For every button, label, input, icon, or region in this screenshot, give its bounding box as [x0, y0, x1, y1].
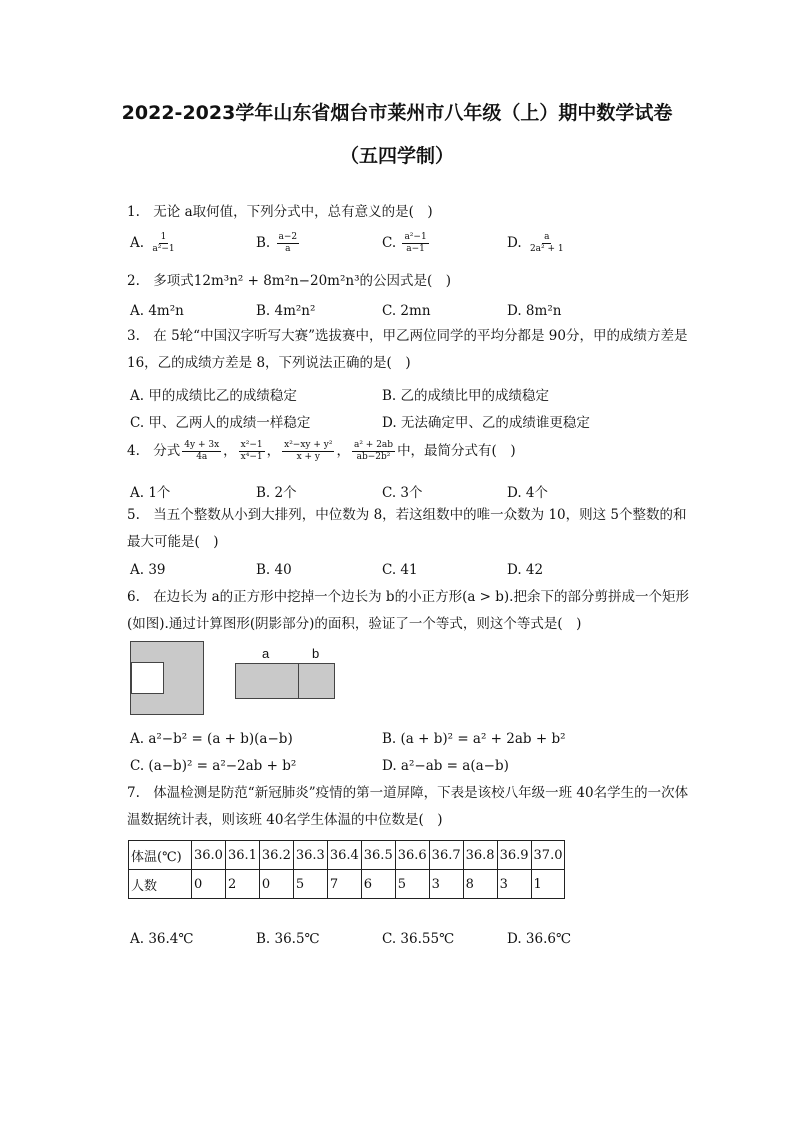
table-header-cell: 人数 — [129, 870, 192, 899]
option-c[interactable]: C. (a−b)² = a²−2ab + b² — [130, 758, 297, 774]
table-header-cell: 体温(℃) — [129, 841, 192, 870]
question-text: 多项式12m³n² + 8m²n−20m²n³的公因式是( ) — [153, 273, 452, 289]
fraction: $\frac{1}{\text{a²−1}}$ — [152, 232, 175, 254]
option-b[interactable]: B. $\frac{a-2}{a}$ — [256, 232, 298, 254]
option-a[interactable]: A. $\frac{1}{\text{a²−1}}$ — [130, 232, 175, 254]
option-a[interactable]: A. 甲的成绩比乙的成绩稳定 — [130, 388, 297, 404]
table-cell: 0 — [259, 870, 293, 899]
table-cell: 36.9 — [497, 841, 531, 870]
option-a[interactable]: A. 1个 — [130, 485, 171, 501]
question-text: 体温检测是防范“新冠肺炎”疫情的第一道屏障，下表是该校八年级一班 40名学生的一次体温数据统计表，则该班 40名学生体温的中位数是( ) — [127, 785, 689, 828]
option-d[interactable]: D. 8m²n — [507, 303, 562, 319]
table-cell: 5 — [293, 870, 327, 899]
option-d[interactable]: D. 42 — [507, 562, 544, 578]
option-b[interactable]: B. 乙的成绩比甲的成绩稳定 — [382, 388, 550, 404]
table-cell: 36.3 — [293, 841, 327, 870]
question-number: 6. — [127, 589, 140, 605]
table-cell: 7 — [327, 870, 361, 899]
option-c[interactable]: C. 2mn — [382, 303, 431, 319]
option-d[interactable]: D. $\frac{a}{\text{2a² + 1}}$ — [507, 232, 564, 254]
option-d[interactable]: D. 36.6℃ — [507, 931, 572, 947]
fraction: $\frac{a-2}{a}$ — [278, 232, 298, 254]
question-number: 5. — [127, 507, 140, 523]
option-a[interactable]: A. 39 — [130, 562, 166, 578]
table-cell: 3 — [429, 870, 463, 899]
table-cell: 36.2 — [259, 841, 293, 870]
question-text: 在边长为 a的正方形中挖掉一个边长为 b的小正方形(a > b).把余下的部分剪拼成一个矩形(如图).通过计算图形(阴影部分)的面积，验证了一个等式，则这个等式是( ) — [127, 589, 689, 632]
question-number: 2. — [127, 273, 140, 289]
question-1 — [127, 199, 697, 226]
question-number: 1. — [127, 204, 140, 220]
question-3 — [127, 323, 697, 377]
fraction: $\frac{\text{x²−xy + y²}}{x + y}$ — [284, 440, 333, 462]
question-2 — [127, 268, 697, 295]
option-c[interactable]: C. 3个 — [382, 485, 423, 501]
option-a[interactable]: A. 4m²n — [130, 303, 184, 319]
table-cell: 36.0 — [192, 841, 226, 870]
fraction: $\frac{\text{a² + 2ab}}{\text{ab−2b²}}$ — [353, 440, 394, 462]
rectangle-diagram — [235, 663, 335, 699]
table-cell: 36.8 — [463, 841, 497, 870]
question-text: 当五个整数从小到大排列，中位数为 8，若这组数中的唯一众数为 10，则这 5个整数的和最大可能是( ) — [127, 507, 687, 550]
option-c[interactable]: C. $\frac{\text{a²−1}}{a-1}$ — [382, 232, 427, 254]
option-a[interactable]: A. 36.4℃ — [130, 931, 194, 947]
question-number: 4. — [127, 443, 140, 459]
temperature-table — [128, 840, 565, 899]
fraction: $\frac{\text{a²−1}}{a-1}$ — [404, 232, 427, 254]
option-d[interactable]: D. 4个 — [507, 485, 549, 501]
table-cell: 6 — [361, 870, 395, 899]
table-cell: 3 — [497, 870, 531, 899]
table-cell: 2 — [225, 870, 259, 899]
question-5 — [127, 502, 697, 556]
table-cell: 0 — [192, 870, 226, 899]
page-subtitle: （五四学制） — [339, 145, 454, 167]
divider-line — [298, 664, 299, 698]
square-diagram — [130, 641, 204, 715]
fraction: $\frac{a}{\text{2a² + 1}}$ — [529, 232, 564, 254]
page-title: 2022-2023学年山东省烟台市莱州市八年级（上）期中数学试卷 — [121, 102, 673, 124]
table-cell: 36.7 — [429, 841, 463, 870]
option-d[interactable]: D. 无法确定甲、乙的成绩谁更稳定 — [382, 415, 590, 431]
table-row — [129, 841, 565, 870]
option-b[interactable]: B. 2个 — [256, 485, 297, 501]
question-number: 3. — [127, 328, 140, 344]
question-text: 在 5轮“中国汉字听写大赛”选拔赛中，甲乙两位同学的平均分都是 90分，甲的成绩方差是 16，乙的成绩方差是 8，下列说法正确的是( ) — [127, 328, 688, 371]
table-row — [129, 870, 565, 899]
table-cell: 36.4 — [327, 841, 361, 870]
table-cell: 1 — [531, 870, 565, 899]
option-b[interactable]: B. 4m²n² — [256, 303, 316, 319]
question-text: 无论 a取何值，下列分式中，总有意义的是( ) — [153, 204, 433, 220]
option-b[interactable]: B. 40 — [256, 562, 292, 578]
option-b[interactable]: B. 36.5℃ — [256, 931, 320, 947]
table-cell: 37.0 — [531, 841, 565, 870]
fraction: $\frac{4y + 3x}{4a}$ — [184, 440, 220, 462]
option-c[interactable]: C. 甲、乙两人的成绩一样稳定 — [130, 415, 311, 431]
option-a[interactable]: A. a²−b² = (a + b)(a−b) — [130, 731, 293, 747]
table-cell: 36.6 — [395, 841, 429, 870]
fraction: $\frac{\text{x²−1}}{\text{x⁴−1}}$ — [240, 440, 263, 462]
table-cell: 36.1 — [225, 841, 259, 870]
rectangle-label-a: a — [262, 646, 270, 661]
option-d[interactable]: D. a²−ab = a(a−b) — [382, 758, 509, 774]
rectangle-label-b: b — [312, 646, 320, 661]
table-cell: 8 — [463, 870, 497, 899]
question-6 — [127, 584, 697, 638]
removed-small-square — [131, 662, 164, 694]
question-number: 7. — [127, 785, 140, 801]
table-cell: 36.5 — [361, 841, 395, 870]
question-4: 4. 分式 $\frac{4y + 3x}{4a}$ ， $\frac{\text{x²−1}}{\text{x⁴−1}}$ ， $\frac{\text{x²−xy + y²}}{x + y}$ ， $\frac{\text{a² + 2ab}}{\text{ab−2b²}}$ 中，最简分式有( ) — [127, 438, 697, 465]
table-cell: 5 — [395, 870, 429, 899]
option-c[interactable]: C. 41 — [382, 562, 418, 578]
option-b[interactable]: B. (a + b)² = a² + 2ab + b² — [382, 731, 566, 747]
question-7 — [127, 780, 697, 834]
option-c[interactable]: C. 36.55℃ — [382, 931, 455, 947]
